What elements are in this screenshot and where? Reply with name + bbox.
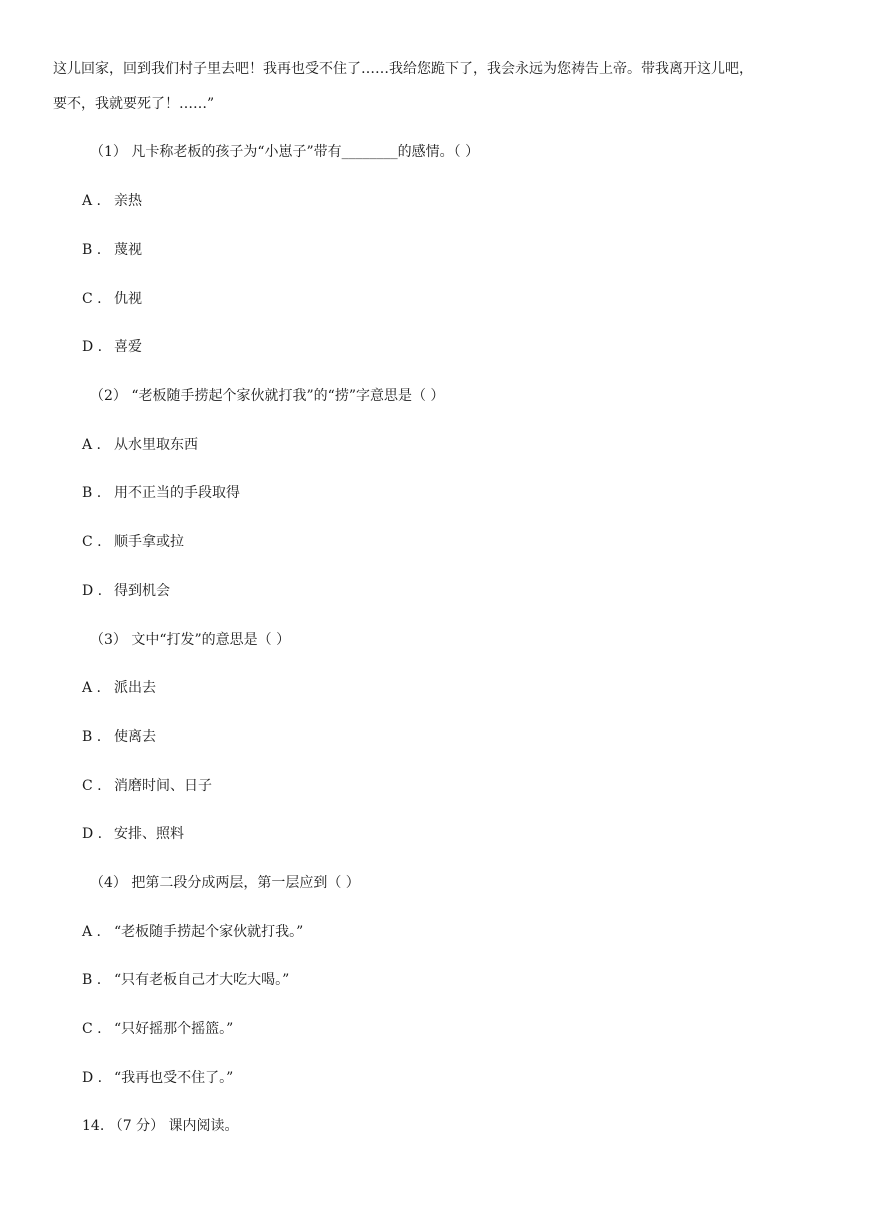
option-letter: A . <box>82 680 102 696</box>
option-letter: C . <box>82 291 102 307</box>
option-text: 顺手拿或拉 <box>114 534 184 550</box>
option-text: 蔑视 <box>114 242 142 258</box>
option-letter: A . <box>82 437 102 453</box>
option-b[interactable] <box>82 241 142 259</box>
option-letter: B . <box>82 485 102 501</box>
option-letter: B . <box>82 972 102 988</box>
option-letter: A . <box>82 193 102 209</box>
option-letter: D . <box>82 826 103 842</box>
question-stem: （2） “老板随手捞起个家伙就打我”的“捞”字意思是（ ） <box>90 388 445 404</box>
option-text: “只好摇那个摇篮。” <box>114 1021 234 1037</box>
option-b[interactable] <box>82 971 289 989</box>
option-d[interactable] <box>82 1069 233 1087</box>
option-text: 亲热 <box>114 193 142 209</box>
option-b[interactable] <box>82 484 240 502</box>
option-letter: D . <box>82 339 103 355</box>
option-letter: C . <box>82 778 102 794</box>
passage-line: 要不，我就要死了！……” <box>53 96 215 112</box>
option-c[interactable] <box>82 777 212 795</box>
option-letter: D . <box>82 1070 103 1086</box>
option-text: 得到机会 <box>114 583 170 599</box>
question-stem: （1） 凡卡称老板的孩子为“小崽子”带有________的感情。（ ） <box>90 144 480 160</box>
option-letter: C . <box>82 1021 102 1037</box>
option-a[interactable] <box>82 436 198 454</box>
option-letter: A . <box>82 924 102 940</box>
option-a[interactable] <box>82 192 142 210</box>
passage-line: 这儿回家，回到我们村子里去吧！我再也受不住了……我给您跪下了，我会永远为您祷告上帝。带我离开这儿吧， <box>53 61 753 77</box>
option-a[interactable] <box>82 679 156 697</box>
option-b[interactable] <box>82 728 156 746</box>
option-text: “老板随手捞起个家伙就打我。” <box>114 924 304 940</box>
option-text: 用不正当的手段取得 <box>114 485 240 501</box>
option-d[interactable] <box>82 582 170 600</box>
option-c[interactable] <box>82 533 184 551</box>
option-letter: C . <box>82 534 102 550</box>
question-stem: （3） 文中“打发”的意思是（ ） <box>90 632 291 648</box>
option-text: 派出去 <box>114 680 156 696</box>
option-letter: B . <box>82 242 102 258</box>
option-text: 消磨时间、日子 <box>114 778 212 794</box>
question-14-header: 14. （7 分） 课内阅读。 <box>82 1118 239 1134</box>
option-a[interactable] <box>82 923 303 941</box>
option-letter: D . <box>82 583 103 599</box>
option-text: 从水里取东西 <box>114 437 198 453</box>
question-stem: （4） 把第二段分成两层，第一层应到（ ） <box>90 875 360 891</box>
option-d[interactable] <box>82 825 184 843</box>
option-text: 使离去 <box>114 729 156 745</box>
option-c[interactable] <box>82 290 142 308</box>
option-text: “只有老板自己才大吃大喝。” <box>114 972 290 988</box>
option-text: 安排、照料 <box>114 826 184 842</box>
option-text: 仇视 <box>114 291 142 307</box>
option-c[interactable] <box>82 1020 233 1038</box>
option-d[interactable] <box>82 338 142 356</box>
option-text: “我再也受不住了。” <box>114 1070 234 1086</box>
option-text: 喜爱 <box>114 339 142 355</box>
option-letter: B . <box>82 729 102 745</box>
